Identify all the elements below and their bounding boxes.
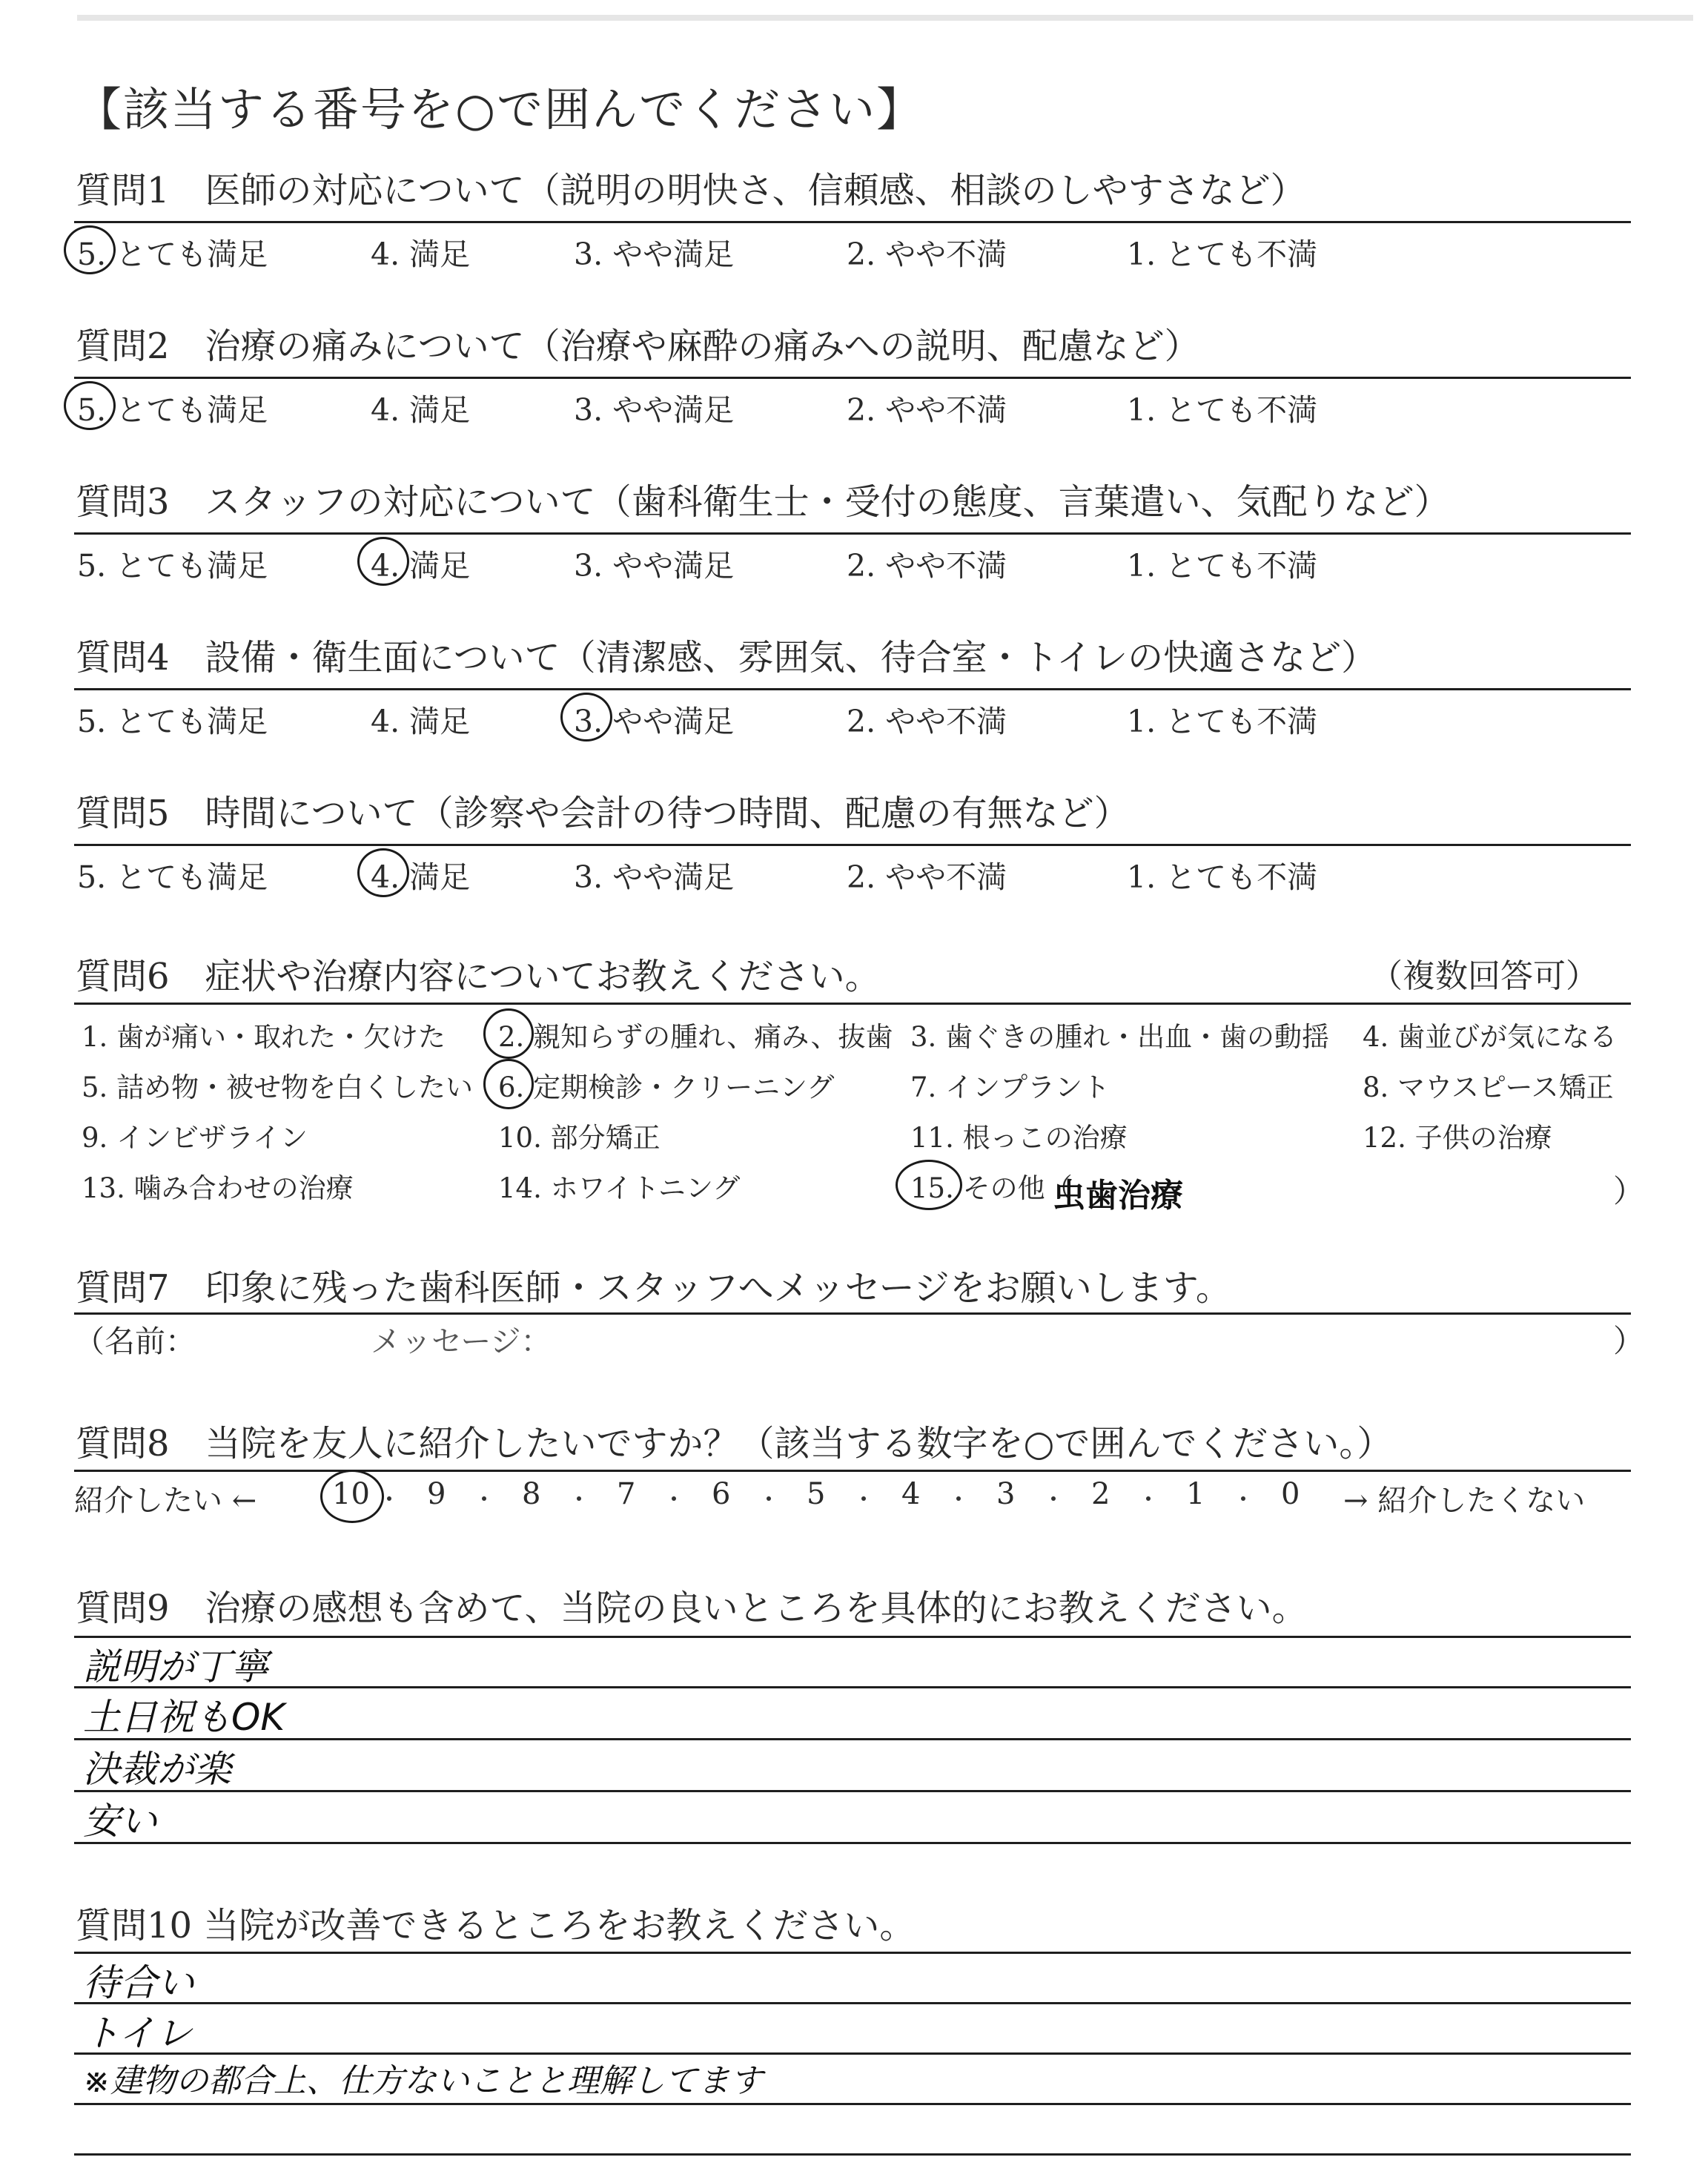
question-4-option-5: 5. とても満足 xyxy=(77,704,268,739)
q8-scale-2: 2 xyxy=(1091,1477,1110,1511)
q6-option-9: 9. インビザライン xyxy=(82,1122,308,1154)
q8-scale-7: 7 xyxy=(617,1477,636,1511)
q9-title: 質問9 治療の感想も含めて、当院の良いところを具体的にお教えください。 xyxy=(76,1588,1308,1629)
question-3-option-4: 4. 満足 xyxy=(371,548,471,584)
q9-writing-line xyxy=(74,1842,1631,1844)
q9-writing-line xyxy=(74,1686,1631,1688)
q10-writing-line xyxy=(74,2153,1631,2156)
q6-selected-circle-15 xyxy=(896,1160,962,1210)
question-5-option-1: 1. とても不満 xyxy=(1127,859,1318,895)
question-4-rule xyxy=(74,688,1631,690)
q6-option-13: 13. 噛み合わせの治療 xyxy=(82,1172,354,1204)
question-5-option-2: 2. やや不満 xyxy=(847,859,1007,895)
q8-separator-dot xyxy=(387,1496,391,1501)
q8-rule xyxy=(74,1470,1631,1472)
q9-answer-2: 土日祝もOK xyxy=(83,1696,285,1739)
question-2-option-3: 3. やや満足 xyxy=(574,392,735,428)
question-3-option-5: 5. とても満足 xyxy=(77,548,268,584)
q8-scale-4: 4 xyxy=(901,1477,921,1511)
q6-option-7: 7. インプラント xyxy=(910,1071,1110,1103)
q6-option-15: 15. その他（ xyxy=(910,1172,1073,1204)
q6-option-11: 11. 根っこの治療 xyxy=(910,1122,1128,1154)
question-3-option-1: 1. とても不満 xyxy=(1127,548,1318,584)
q10-answer-1: 待合い xyxy=(83,1961,194,2004)
q9-writing-line xyxy=(74,1790,1631,1792)
question-5-option-5: 5. とても満足 xyxy=(77,859,268,895)
question-2-title: 質問2 治療の痛みについて（治療や麻酔の痛みへの説明、配慮など） xyxy=(76,326,1200,367)
question-2-option-4: 4. 満足 xyxy=(371,392,471,428)
question-5-option-4: 4. 満足 xyxy=(371,859,471,895)
q7-message-label: メッセージ： xyxy=(371,1324,552,1359)
q8-scale-3: 3 xyxy=(996,1477,1016,1511)
question-5-rule xyxy=(74,844,1631,846)
question-1-rule xyxy=(74,221,1631,223)
q9-answer-1: 説明が丁寧 xyxy=(83,1645,268,1688)
q6-other-answer: 虫歯治療 xyxy=(1053,1177,1183,1215)
q9-writing-line xyxy=(74,1636,1631,1638)
q8-scale-8: 8 xyxy=(522,1477,541,1511)
q8-left-label: 紹介したい ← xyxy=(74,1484,257,1518)
question-4-option-4: 4. 満足 xyxy=(371,704,471,739)
question-3-rule xyxy=(74,532,1631,535)
page-instruction: 【該当する番号を○で囲んでください】 xyxy=(76,82,924,136)
q6-option-12: 12. 子供の治療 xyxy=(1363,1122,1552,1154)
scan-edge xyxy=(77,15,1693,21)
question-3-selected-circle xyxy=(357,537,409,586)
q10-title: 質問10 当院が改善できるところをお教えください。 xyxy=(76,1905,916,1946)
question-1-option-3: 3. やや満足 xyxy=(574,237,735,272)
q8-separator-dot xyxy=(767,1496,771,1501)
q7-rule xyxy=(74,1312,1631,1315)
question-1-option-5: 5. とても満足 xyxy=(77,237,268,272)
q7-name-label: （名前： xyxy=(74,1324,196,1359)
q8-separator-dot xyxy=(1146,1496,1151,1501)
q7-close: ） xyxy=(1613,1323,1645,1359)
question-5-selected-circle xyxy=(357,848,409,897)
q6-option-6: 6. 定期検診・クリーニング xyxy=(498,1071,835,1103)
q6-selected-circle-2 xyxy=(483,1008,534,1059)
q10-answer-2: トイレ xyxy=(83,2012,193,2055)
question-3-option-3: 3. やや満足 xyxy=(574,548,735,584)
question-4-option-3: 3. やや満足 xyxy=(574,704,735,739)
q6-other-close: ） xyxy=(1613,1173,1645,1209)
q8-scale-6: 6 xyxy=(712,1477,731,1511)
q8-scale-9: 9 xyxy=(427,1477,446,1511)
q8-separator-dot xyxy=(1241,1496,1245,1501)
q6-option-14: 14. ホワイトニング xyxy=(498,1172,741,1204)
question-2-option-5: 5. とても満足 xyxy=(77,392,268,428)
q9-answer-4: 安い xyxy=(83,1800,157,1843)
question-4-option-2: 2. やや不満 xyxy=(847,704,1007,739)
q8-separator-dot xyxy=(577,1496,581,1501)
q6-option-3: 3. 歯ぐきの腫れ・出血・歯の動揺 xyxy=(910,1021,1330,1053)
q6-rule xyxy=(74,1003,1631,1005)
q8-separator-dot xyxy=(1051,1496,1056,1501)
q9-answer-3: 決裁が楽 xyxy=(83,1748,231,1791)
q6-selected-circle-6 xyxy=(483,1059,534,1109)
q8-separator-dot xyxy=(482,1496,486,1501)
question-2-option-2: 2. やや不満 xyxy=(847,392,1007,428)
question-2-selected-circle xyxy=(64,381,116,430)
question-2-option-1: 1. とても不満 xyxy=(1127,392,1318,428)
q8-separator-dot xyxy=(672,1496,676,1501)
q8-scale-0: 0 xyxy=(1281,1477,1300,1511)
question-2-rule xyxy=(74,377,1631,379)
q6-note: （複数回答可） xyxy=(1370,957,1598,995)
question-4-option-1: 1. とても不満 xyxy=(1127,704,1318,739)
q8-selected-circle xyxy=(320,1470,384,1523)
q8-separator-dot xyxy=(861,1496,866,1501)
q8-title: 質問8 当院を友人に紹介したいですか？（該当する数字を○で囲んでください。） xyxy=(76,1423,1393,1464)
q8-scale-5: 5 xyxy=(807,1477,826,1511)
question-1-selected-circle xyxy=(64,225,116,274)
question-4-title: 質問4 設備・衛生面について（清潔感、雰囲気、待合室・トイレの快適さなど） xyxy=(76,637,1377,678)
q8-right-label: → 紹介したくない xyxy=(1343,1484,1586,1518)
q9-writing-line xyxy=(74,1738,1631,1740)
q6-option-8: 8. マウスピース矯正 xyxy=(1363,1071,1614,1103)
question-4-selected-circle xyxy=(560,693,612,742)
q6-option-4: 4. 歯並びが気になる xyxy=(1363,1021,1618,1053)
q6-option-1: 1. 歯が痛い・取れた・欠けた xyxy=(82,1021,446,1053)
q6-option-2: 2. 親知らずの腫れ、痛み、抜歯 xyxy=(498,1021,893,1053)
question-5-option-3: 3. やや満足 xyxy=(574,859,735,895)
question-1-option-1: 1. とても不満 xyxy=(1127,237,1318,272)
q8-separator-dot xyxy=(956,1496,961,1501)
q10-answer-3: ※建物の都合上、仕方ないことと理解してます xyxy=(83,2062,763,2100)
q10-writing-line xyxy=(74,1952,1631,1954)
question-3-option-2: 2. やや不満 xyxy=(847,548,1007,584)
q6-option-5: 5. 詰め物・被せ物を白くしたい xyxy=(82,1071,474,1103)
question-1-title: 質問1 医師の対応について（説明の明快さ、信頼感、相談のしやすさなど） xyxy=(76,170,1306,211)
question-3-title: 質問3 スタッフの対応について（歯科衛生士・受付の態度、言葉遣い、気配りなど） xyxy=(76,481,1450,523)
q8-scale-10: 10 xyxy=(332,1477,370,1511)
question-1-option-4: 4. 満足 xyxy=(371,237,471,272)
q10-writing-line xyxy=(74,2103,1631,2105)
q7-title: 質問7 印象に残った歯科医師・スタッフへメッセージをお願いします。 xyxy=(76,1267,1231,1309)
q6-title: 質問6 症状や治療内容についてお教えください。 xyxy=(76,956,881,997)
question-1-option-2: 2. やや不満 xyxy=(847,237,1007,272)
question-5-title: 質問5 時間について（診察や会計の待つ時間、配慮の有無など） xyxy=(76,793,1130,834)
q10-writing-line xyxy=(74,2002,1631,2004)
q8-scale-1: 1 xyxy=(1186,1477,1205,1511)
q6-option-10: 10. 部分矯正 xyxy=(498,1122,661,1154)
